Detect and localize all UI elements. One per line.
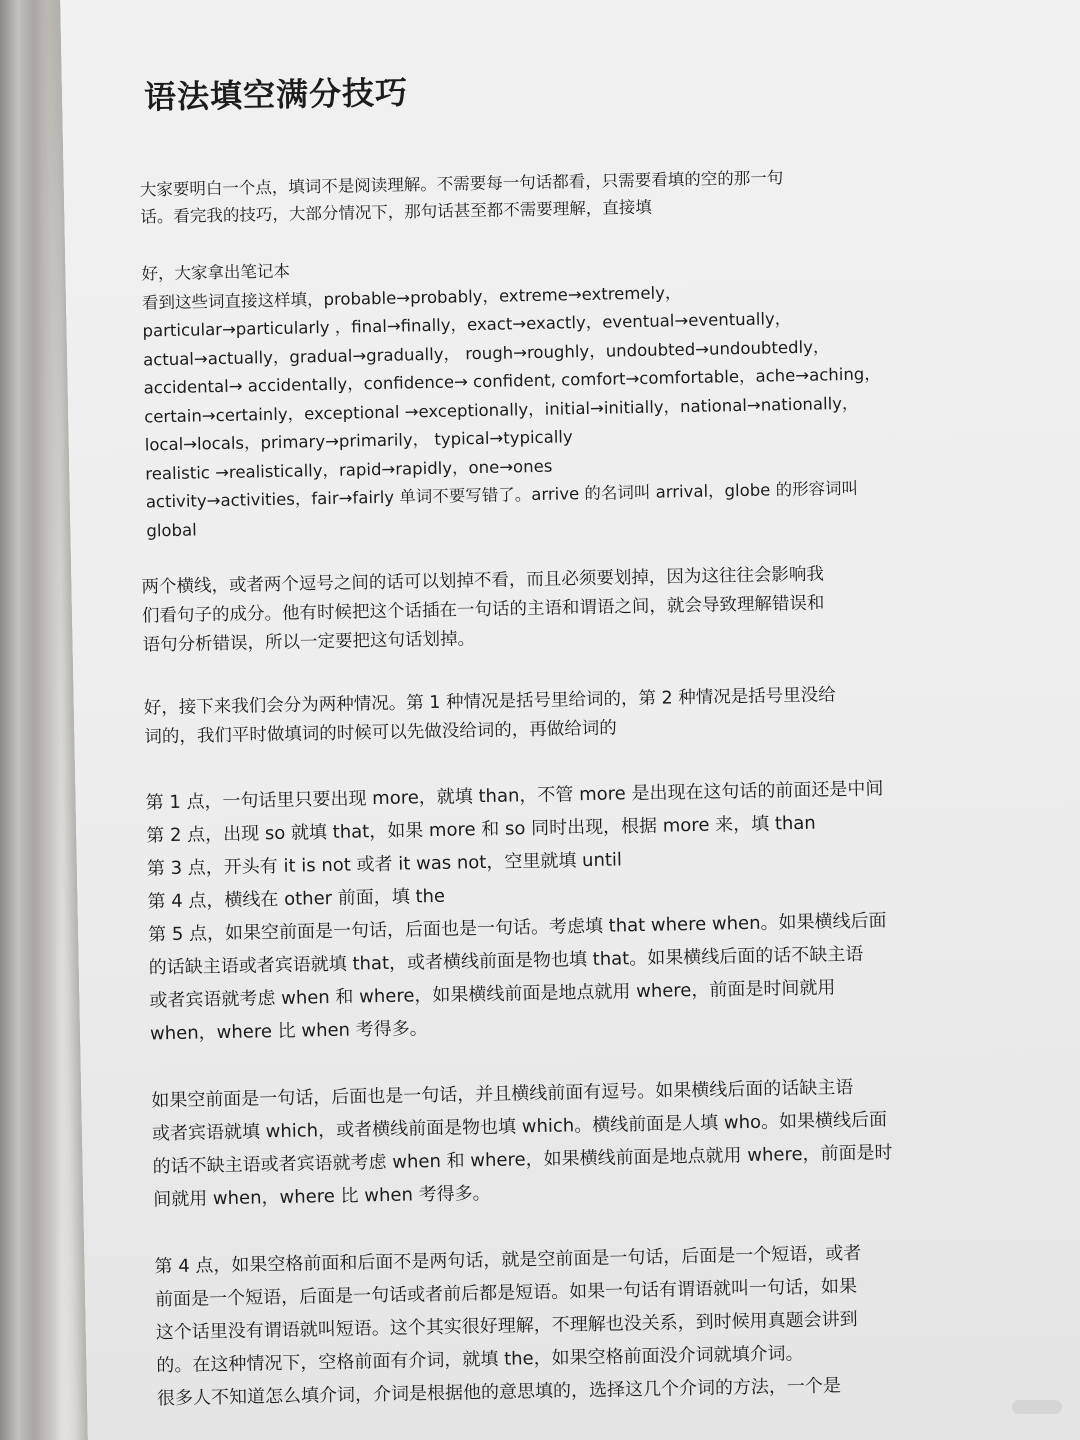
paragraph-two-cases: 好，接下来我们会分为两种情况。第 1 种情况是括号里给词的，第 2 种情况是括号里没给 词的，我们平时做填词的时候可以先做没给词的，再做给词的 <box>143 685 836 748</box>
watermark-badge <box>1012 1400 1062 1414</box>
paragraph-point-four: 第 4 点，如果空格前面和后面不是两句话，就是空前面是一句话，后面是一个短语，或者 前面是一个短语，后面是一句话或者前后都是短语。如果一句话有谓语就叫一句话，如果 这个话里没有谓语就叫短语。这个其实很好理解，不理解也没关系，到时候用真题会讲到 的。在这种情况下，空格前面有介词，就填 the，如果空格前面没介词就填介词。 很多人不知道怎么填介词，介词是根据他的意思填的，选择这几个介词的方法，一个是 <box>154 1242 862 1410</box>
page-title: 语法填空满分技巧 <box>143 73 409 117</box>
paragraph-dashes-commas: 两个横线，或者两个逗号之间的话可以划掉不看，而且必须要划掉，因为这往往会影响我 们看句子的成分。他有时候把这个话插在一句话的主语和谓语之间，就会导致理解错误和 语句分析错误，所以一定要把这句话划掉。 <box>141 564 825 656</box>
paragraph-intro: 大家要明白一个点，填词不是阅读理解。不需要每一句话都看，只需要看填的空的那一句 话。看完我的技巧，大部分情况下，那句话甚至都不需要理解，直接填 <box>139 168 784 227</box>
page-content <box>132 57 998 1440</box>
paragraph-word-forms: 好，大家拿出笔记本 看到这些词直接这样填，probable→probably，extreme→extremely， particular→particularly ，final→finally，exact→exactly，eventual→eventually， actual→actually，gradual→gradually， rough→roughly，undoubted→undoubtedly， accidental→ accidentally，confidence→ confident, comfort→comfortable，ache→aching， certain→certainly，exceptional →exceptionally，initial→initially，national→nationally， local→locals，primary→primarily， typical→typically realistic →realistically，rapid→rapidly，one→ones activity→activities，fair→fairly 单词不要写错了。arrive 的名词叫 arrival，globe 的形容词叫 global <box>141 261 881 540</box>
book-page <box>60 0 1080 1440</box>
paragraph-comma-case: 如果空前面是一句话，后面也是一句话，并且横线前面有逗号。如果横线后面的话缺主语 或者宾语就填 which，或者横线前面是物也填 which。横线前面是人填 who。如果横线后面 的话不缺主语或者宾语就考虑 when 和 where，如果横线前面是地点就用 where，前面是时 间就用 when，where 比 when 考得多。 <box>151 1076 893 1211</box>
paragraph-points: 第 1 点，一句话里只要出现 more，就填 than，不管 more 是出现在这句话的前面还是中间 第 2 点，出现 so 就填 that，如果 more 和 so 同时出现，根据 more 来，填 than 第 3 点，开头有 it is not 或者 it was not，空里就填 until 第 4 点，横线在 other 前面，填 the 第 5 点，如果空前面是一句话，后面也是一句话。考虑填 that where when。如果横线后面 的话缺主语或者宾语就填 that，或者横线前面是物也填 that。如果横线后面的话不缺主语 或者宾语就考虑 when 和 where，如果横线前面是地点就用 where，前面是时间就用 when，where 比 when 考得多。 <box>145 778 887 1045</box>
